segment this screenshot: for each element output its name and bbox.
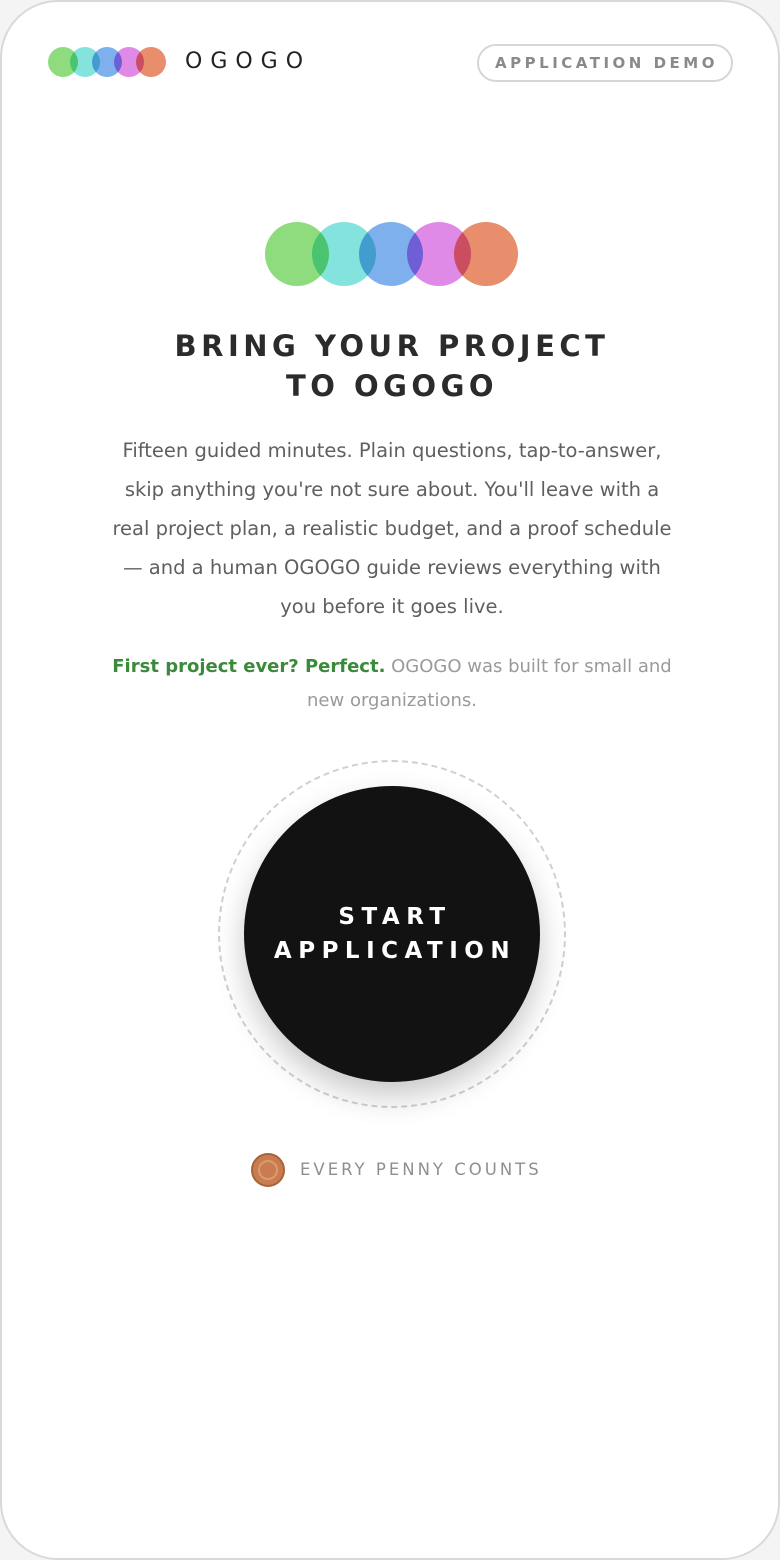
tagline: EVERY PENNY COUNTS bbox=[300, 1160, 542, 1179]
logo-icon[interactable] bbox=[48, 46, 168, 78]
brand-name: OGOGO bbox=[185, 49, 312, 74]
page-title bbox=[92, 326, 692, 406]
start-button-label-line-1: START bbox=[338, 904, 452, 930]
hero-circles-icon bbox=[265, 221, 519, 287]
application-demo-badge: APPLICATION DEMO bbox=[477, 44, 733, 82]
title-line-1: BRING YOUR PROJECT bbox=[174, 329, 610, 363]
intro-paragraph: Fifteen guided minutes. Plain questions, tap-to-answer, skip anything you're not sure about. You'll leave with a real project plan, a realistic budget, and a proof schedule — and a human OGOGO guide reviews everything with you before it goes live. bbox=[112, 439, 672, 618]
title-line-2: TO OGOGO bbox=[285, 369, 499, 403]
start-application-button[interactable] bbox=[244, 786, 540, 1082]
first-project-note bbox=[102, 650, 682, 718]
note-text: OGOGO was built for small and new organizations. bbox=[307, 656, 672, 711]
note-emphasis: First project ever? Perfect. bbox=[112, 656, 386, 677]
penny-icon bbox=[251, 1153, 285, 1187]
start-button-label-line-2: APPLICATION bbox=[273, 938, 517, 964]
